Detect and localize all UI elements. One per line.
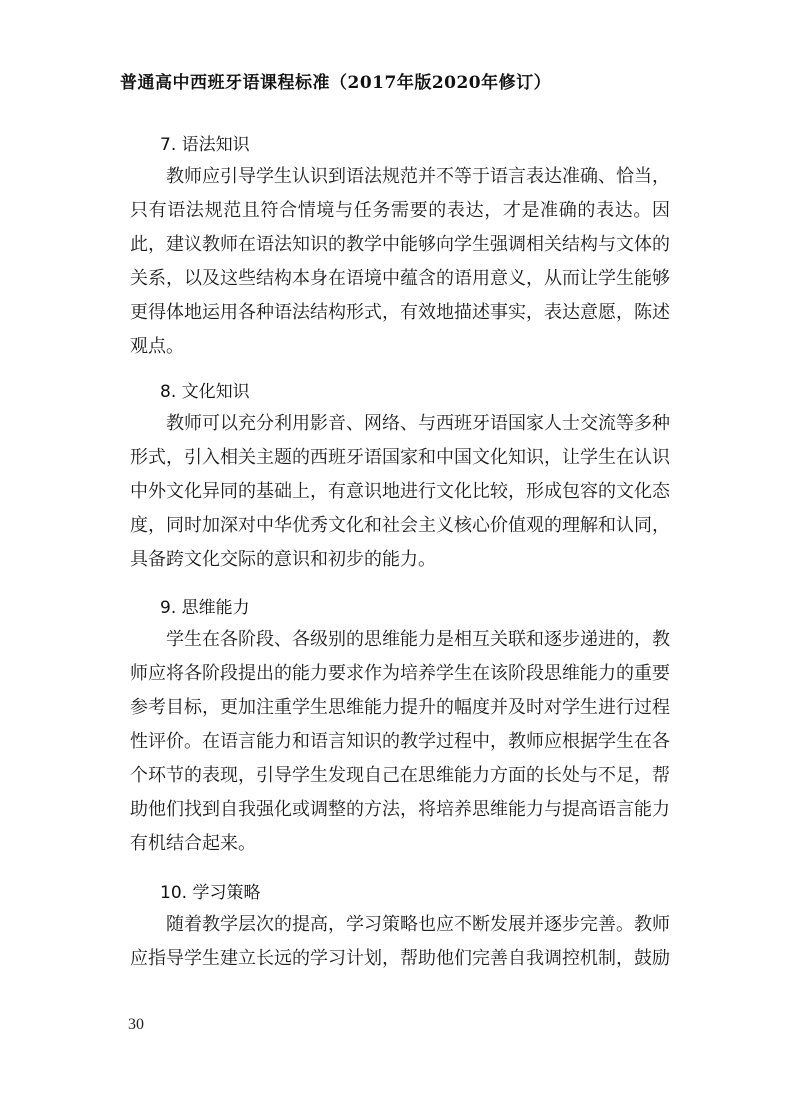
section-body-grammar: 教师应引导学生认识到语法规范并不等于语言表达准确、恰当，只有语法规范且符合情境与任务需要的表达，才是准确的表达。因此，建议教师在语法知识的教学中能够向学生强调相关结构与文体的关系，以及这些结构本身在语境中蕴含的语用意义，从而让学生能够更得体地运用各种语法结构形式，有效地描述事实，表达意愿，陈述观点。: [130, 166, 670, 357]
page-number: 30: [128, 1016, 144, 1033]
running-header: 普通高中西班牙语课程标准（2017年版2020年修订）: [120, 73, 552, 93]
section-body-culture: 教师可以充分利用影音、网络、与西班牙语国家人士交流等多种形式，引入相关主题的西班牙语国家和中国文化知识，让学生在认识中外文化异同的基础上，有意识地进行文化比较，形成包容的文化态度，同时加深对中华优秀文化和社会主义核心价值观的理解和认同，具备跨文化交际的意识和初步的能力。: [130, 413, 670, 570]
section-title-strategy: 10. 学习策略: [160, 883, 261, 903]
section-body-strategy: 随着教学层次的提高，学习策略也应不断发展并逐步完善。教师应指导学生建立长远的学习计划，帮助他们完善自我调控机制，鼓励: [130, 914, 670, 969]
section-body-thinking: 学生在各阶段、各级别的思维能力是相互关联和逐步递进的，教师应将各阶段提出的能力要求作为培养学生在该阶段思维能力的重要参考目标，更加注重学生思维能力提升的幅度并及时对学生进行过程性评价。在语言能力和语言知识的教学过程中，教师应根据学生在各个环节的表现，引导学生发现自己在思维能力方面的长处与不足，帮助他们找到自我强化或调整的方法，将培养思维能力与提高语言能力有机结合起来。: [130, 629, 670, 854]
section-title-culture: 8. 文化知识: [160, 382, 250, 402]
section-title-thinking: 9. 思维能力: [160, 598, 250, 618]
section-title-grammar: 7. 语法知识: [160, 135, 250, 155]
